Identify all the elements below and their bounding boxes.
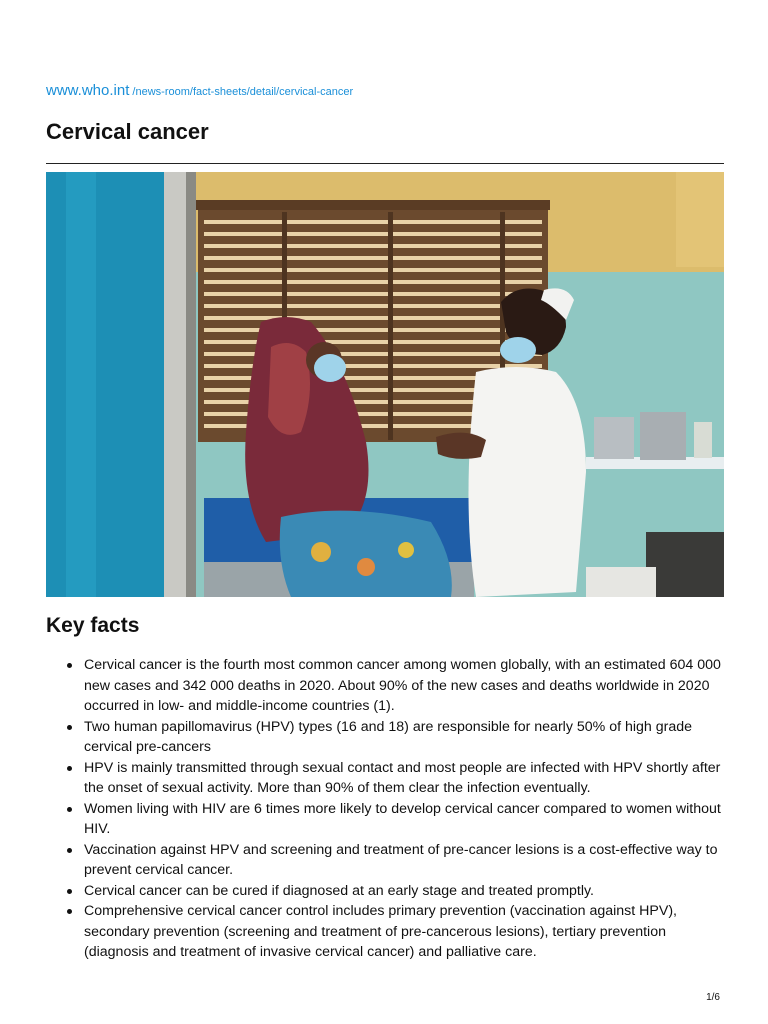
bullet-icon bbox=[67, 766, 72, 771]
page-number: 1/6 bbox=[706, 992, 720, 1003]
key-facts-list bbox=[46, 655, 726, 963]
list-item bbox=[84, 840, 726, 881]
bullet-icon bbox=[67, 848, 72, 853]
list-item bbox=[84, 881, 726, 902]
fact-text: Cervical cancer can be cured if diagnosed at an early stage and treated promptly. bbox=[84, 882, 594, 899]
fact-text: HPV is mainly transmitted through sexual contact and most people are infected with HPV shortly after the onset of sexual activity. More than 90% of them clear the infection eventually. bbox=[84, 759, 721, 796]
fact-text: Comprehensive cervical cancer control includes primary prevention (vaccination against HPV), secondary prevention (screening and treatment of pre-cancerous lesions), tertiary prevention (diagnosis and treatment of invasive cervical cancer) and palliative care. bbox=[84, 903, 677, 960]
bullet-icon bbox=[67, 807, 72, 812]
bullet-icon bbox=[67, 889, 72, 894]
url-domain-link[interactable] bbox=[46, 82, 129, 99]
key-facts-heading: Key facts bbox=[46, 614, 140, 637]
clinic-consultation-photo bbox=[46, 172, 724, 597]
page-title: Cervical cancer bbox=[46, 119, 209, 144]
list-item bbox=[84, 758, 726, 799]
list-item bbox=[84, 655, 726, 717]
url-domain[interactable]: www.who.int bbox=[46, 82, 130, 99]
url-path[interactable]: /news-room/fact-sheets/detail/cervical-cancer bbox=[129, 86, 354, 98]
source-url[interactable] bbox=[46, 82, 353, 101]
list-item bbox=[84, 901, 726, 963]
title-divider bbox=[46, 163, 724, 164]
fact-text: Vaccination against HPV and screening and treatment of pre-cancer lesions is a cost-effective way to prevent cervical cancer. bbox=[84, 841, 718, 878]
fact-text: Cervical cancer is the fourth most common cancer among women globally, with an estimated 604 000 new cases and 342 000 deaths in 2020. About 90% of the new cases and deaths worldwide in 2020 occurred in low- and middle-income countries (1). bbox=[84, 657, 721, 714]
bullet-icon bbox=[67, 663, 72, 668]
url-path-link[interactable] bbox=[129, 82, 353, 99]
fact-text: Women living with HIV are 6 times more likely to develop cervical cancer compared to women without HIV. bbox=[84, 800, 721, 837]
bullet-icon bbox=[67, 725, 72, 730]
bullet-icon bbox=[67, 909, 72, 914]
list-item bbox=[84, 799, 726, 840]
list-item bbox=[84, 717, 726, 758]
fact-text: Two human papillomavirus (HPV) types (16 and 18) are responsible for nearly 50% of high grade cervical pre-cancers bbox=[84, 718, 693, 755]
